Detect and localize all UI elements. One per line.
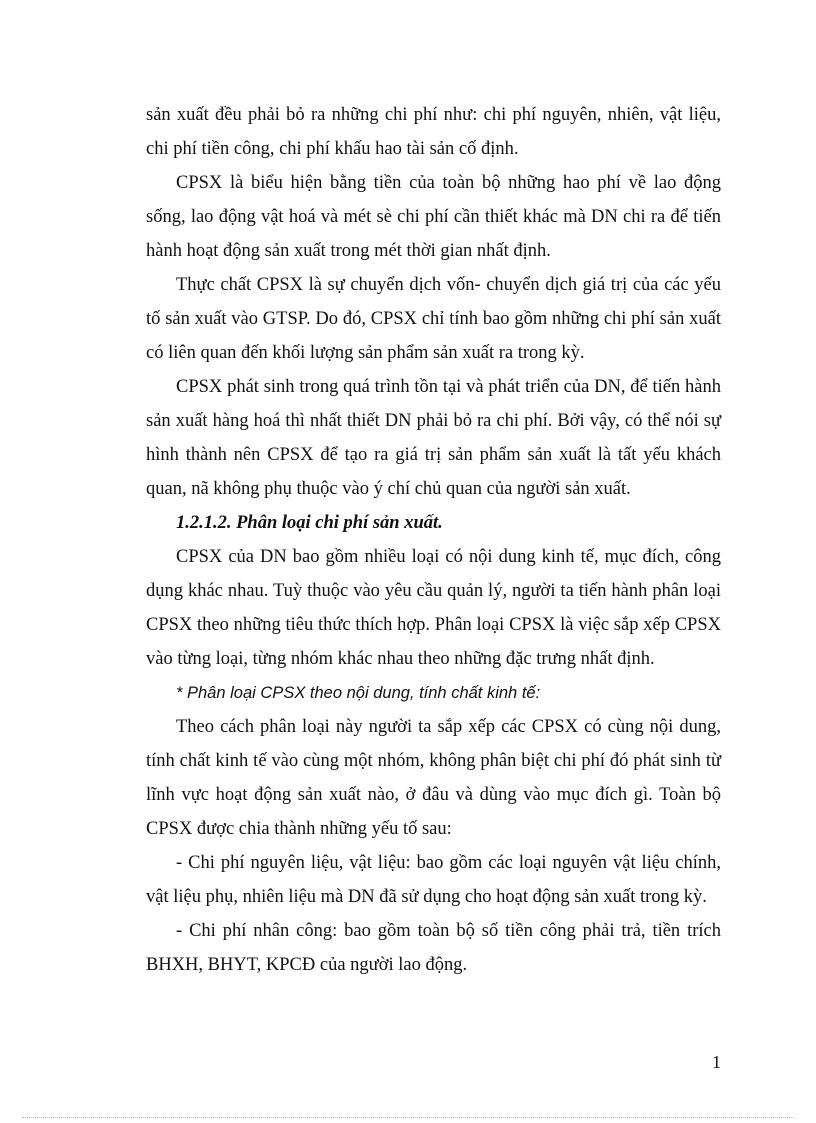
subsection-heading: * Phân loại CPSX theo nội dung, tính chất kinh tế: (176, 684, 541, 702)
list-item-labor: - Chi phí nhân công: bao gồm toàn bộ số tiền công phải trả, tiền trích BHXH, BHYT, KPCĐ của người lao động. (146, 921, 721, 975)
paragraph-classification-method: Theo cách phân loại này người ta sắp xếp các CPSX có cùng nội dung, tính chất kinh tế vào cùng một nhóm, không phân biệt chi phí đó phát sinh từ lĩnh vực hoạt động sản xuất nào, ở đâu và dùng vào mục đích gì. Toàn bộ CPSX được chia thành những yếu tố sau: (146, 717, 721, 839)
paragraph-objectivity: CPSX phát sinh trong quá trình tồn tại và phát triển của DN, để tiến hành sản xuất hàng hoá thì nhất thiết DN phải bỏ ra chi phí. Bởi vậy, có thể nói sự hình thành nên CPSX để tạo ra giá trị sản phẩm sản xuất là tất yếu khách quan, nã không phụ thuộc vào ý chí chủ quan của người sản xuất. (146, 377, 721, 499)
paragraph-continuation: sản xuất đều phải bỏ ra những chi phí như: chi phí nguyên, nhiên, vật liệu, chi phí tiền công, chi phí khấu hao tài sản cố định. (146, 105, 721, 159)
document-body (146, 98, 721, 982)
paragraph-definition: CPSX là biểu hiện bằng tiền của toàn bộ những hao phí về lao động sống, lao động vật hoá và mét sè chi phí cần thiết khác mà DN chi ra để tiến hành hoạt động sản xuất trong mét thời gian nhất định. (146, 173, 721, 261)
list-item-materials: - Chi phí nguyên liệu, vật liệu: bao gồm các loại nguyên vật liệu chính, vật liệu phụ, nhiên liệu mà DN đã sử dụng cho hoạt động sản xuất trong kỳ. (146, 853, 721, 907)
paragraph-classification-intro: CPSX của DN bao gồm nhiều loại có nội dung kinh tế, mục đích, công dụng khác nhau. Tuỳ thuộc vào yêu cầu quản lý, người ta tiến hành phân loại CPSX theo những tiêu thức thích hợp. Phân loại CPSX là việc sắp xếp CPSX vào từng loại, từng nhóm khác nhau theo những đặc trưng nhất định. (146, 547, 721, 669)
page-number: 1 (712, 1052, 721, 1072)
section-heading: 1.2.1.2. Phân loại chi phí sản xuất. (176, 513, 443, 533)
footer-divider (22, 1117, 794, 1118)
paragraph-essence: Thực chất CPSX là sự chuyển dịch vốn- chuyển dịch giá trị của các yếu tố sản xuất vào GTSP. Do đó, CPSX chỉ tính bao gồm những chi phí sản xuất có liên quan đến khối lượng sản phẩm sản xuất ra trong kỳ. (146, 275, 721, 363)
